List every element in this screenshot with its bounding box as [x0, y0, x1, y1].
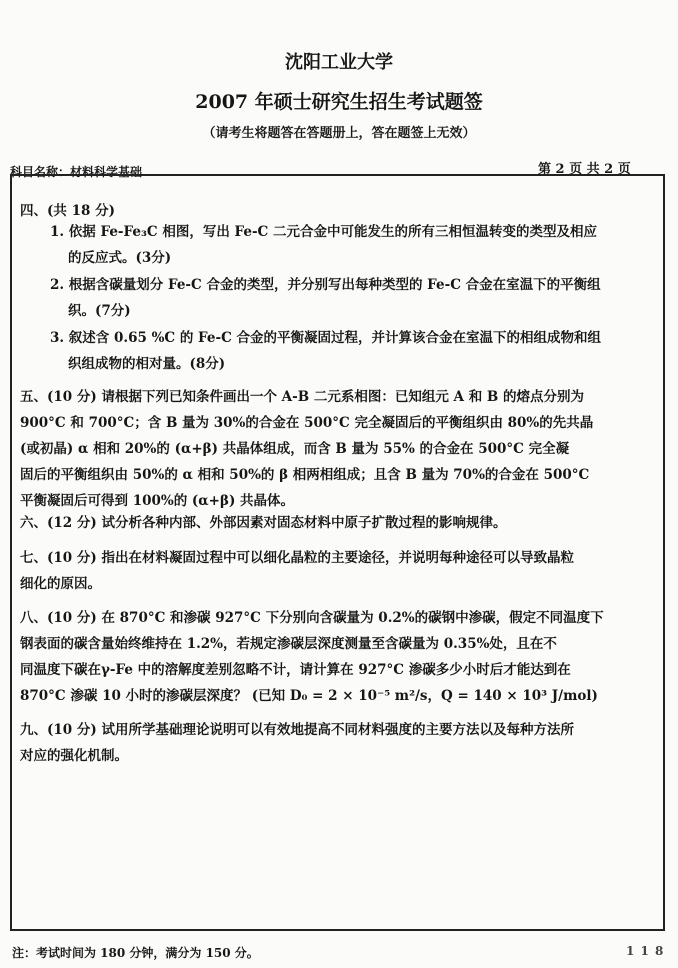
q4-item-1-line-2: 的反应式。(3分) — [68, 250, 172, 266]
q8-line-1: 八、(10 分) 在 870°C 和渗碳 927°C 下分别向含碳量为 0.2%的碳钢中渗碳，假定不同温度下 — [20, 610, 604, 626]
q9-line-1: 九、(10 分) 试用所学基础理论说明可以有效地提高不同材料强度的主要方法以及每种方法所 — [20, 722, 574, 738]
q9-line-2: 对应的强化机制。 — [20, 748, 128, 764]
q6-block — [20, 510, 506, 536]
q8-line-2: 钢表面的碳含量始终维持在 1.2%，若规定渗碳层深度测量至含碳量为 0.35%处，且在不 — [20, 636, 557, 652]
page-number: 第 2 页 共 2 页 — [538, 162, 631, 177]
q5-line-2: 900°C 和 700°C；含 B 量为 30%的合金在 500°C 完全凝固后的平衡组织由 80%的先共晶 — [20, 415, 594, 431]
q6-line-1: 六、(12 分) 试分析各种内部、外部因素对固态材料中原子扩散过程的影响规律。 — [20, 515, 507, 531]
exam-title: 2007 年硕士研究生招生考试题签 — [195, 91, 483, 113]
q4-item-3-line-2: 织组成物的相对量。(8分) — [68, 356, 226, 372]
q7-line-1: 七、(10 分) 指出在材料凝固过程中可以细化晶粒的主要途径，并说明每种途径可以导致晶粒 — [20, 550, 574, 566]
q4-item-1 — [50, 219, 597, 271]
q8-block — [20, 605, 604, 709]
exam-footer-note: 注：考试时间为 180 分钟，满分为 150 分。 — [12, 946, 259, 960]
q7-line-2: 细化的原因。 — [20, 576, 101, 592]
q4-item-2-line-2: 织。(7分) — [68, 303, 131, 319]
q4-item-2-line-1: 2. 根据含碳量划分 Fe-C 合金的类型，并分别写出每种类型的 Fe-C 合金在室温下的平衡组 — [50, 277, 601, 293]
page-stamp: 1 1 8 — [626, 944, 665, 958]
subject-name: 科目名称：材料科学基础 — [10, 165, 143, 179]
q5-line-4: 固后的平衡组织由 50%的 α 相和 50%的 β 相两相组成；且含 B 量为 70%的合金在 500°C — [20, 467, 590, 483]
university-name: 沈阳工业大学 — [285, 52, 393, 73]
q4-item-1-line-1: 1. 依据 Fe-Fe₃C 相图，写出 Fe-C 二元合金中可能发生的所有三相恒温转变的类型及相应 — [50, 224, 598, 240]
q9-block — [20, 717, 574, 769]
q4-heading: 四、(共 18 分) — [20, 203, 115, 219]
q4-item-2 — [50, 272, 601, 324]
q7-block — [20, 545, 574, 597]
q8-line-3: 同温度下碳在γ-Fe 中的溶解度差别忽略不计，请计算在 927°C 渗碳多少小时后才能达到在 — [20, 662, 571, 678]
q8-line-4: 870°C 渗碳 10 小时的渗碳层深度？ (已知 D₀ = 2 × 10⁻⁵ m²/s，Q = 140 × 10³ J/mol) — [20, 688, 598, 704]
exam-notice: （请考生将题答在答题册上，答在题签上无效） — [202, 126, 476, 141]
q5-line-5: 平衡凝固后可得到 100%的 (α+β) 共晶体。 — [20, 493, 295, 509]
q5-line-3: (或初晶) α 相和 20%的 (α+β) 共晶体组成，而含 B 量为 55% 的合金在 500°C 完全凝 — [20, 441, 570, 457]
q5-line-1: 五、(10 分) 请根据下列已知条件画出一个 A-B 二元系相图：已知组元 A 和 B 的熔点分别为 — [20, 389, 585, 405]
q5-block — [20, 384, 593, 514]
q4-item-3 — [50, 325, 601, 377]
q4-item-3-line-1: 3. 叙述含 0.65 %C 的 Fe-C 合金的平衡凝固过程，并计算该合金在室温下的相组成物和组 — [50, 330, 602, 346]
